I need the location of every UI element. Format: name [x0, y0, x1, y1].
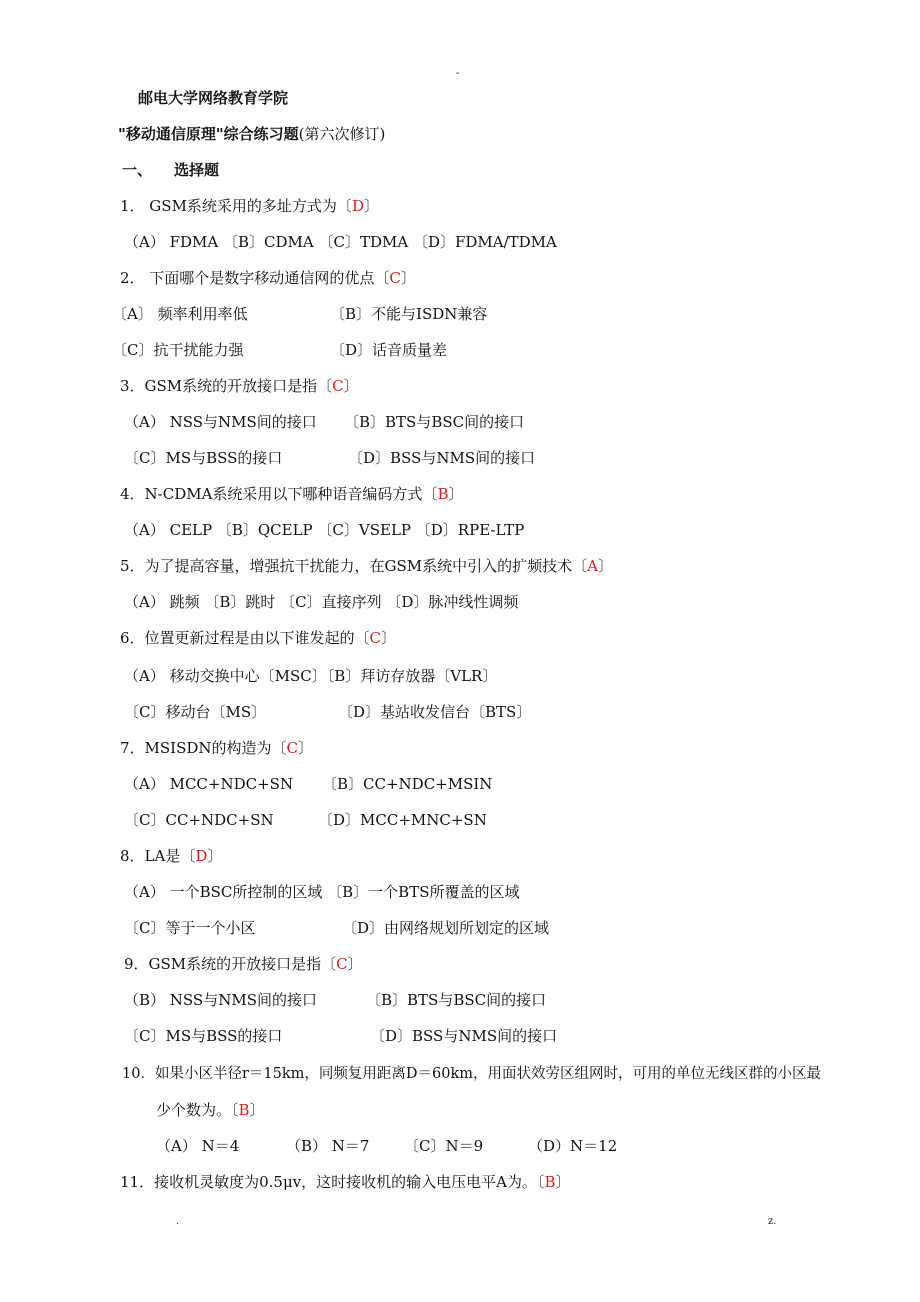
question-5	[120, 556, 613, 576]
question-8	[120, 846, 222, 866]
option-d: 〔D〕MCC+MNC+SN	[318, 811, 487, 829]
option-a: 〔A〕 频率利用率低	[112, 305, 248, 323]
question-stem: 8．LA是〔	[120, 847, 196, 865]
question-stem-end: 〕	[249, 1101, 265, 1119]
question-stem: 6．位置更新过程是由以下谁发起的〔	[120, 629, 370, 647]
question-stem-end: 〕	[598, 557, 614, 575]
option-b: 〔B〕BTS与BSC间的接口	[344, 413, 525, 431]
footer-left-mark: .	[176, 1216, 180, 1227]
option-b: 〔B〕不能与ISDN兼容	[330, 305, 488, 323]
answer: C	[286, 739, 299, 757]
question-stem-end: 〕	[343, 377, 359, 395]
section-heading	[122, 160, 219, 180]
option-d: （D）N＝12	[528, 1137, 618, 1155]
question-stem: 7．MSISDN的构造为〔	[120, 739, 287, 757]
question-11	[120, 1172, 571, 1192]
option-a: （A） MCC+NDC+SN	[124, 775, 294, 793]
question-stem-end: 〕	[298, 739, 314, 757]
answer: C	[332, 377, 344, 395]
option-c: 〔C〕等于一个小区	[124, 919, 256, 937]
answer: A	[587, 557, 599, 575]
option-row: （A） 移动交换中心〔MSC〕〔B〕拜访存放器〔VLR〕	[124, 667, 498, 685]
exercise-title	[118, 124, 385, 144]
option-d: 〔D〕BSS与NMS间的接口	[348, 449, 536, 467]
question-10-continued	[156, 1100, 265, 1120]
option-c: 〔C〕CC+NDC+SN	[124, 811, 274, 829]
school-name: 邮电大学网络教育学院	[138, 89, 289, 107]
option-c: 〔C〕抗干扰能力强	[112, 341, 244, 359]
question-stem: 5．为了提高容量，增强抗干扰能力，在GSM系统中引入的扩频技术〔	[120, 557, 588, 575]
question-1	[120, 196, 379, 216]
option-b: 〔B〕CC+NDC+MSIN	[322, 775, 493, 793]
answer: B	[238, 1101, 250, 1119]
option-row: （A） CELP 〔B〕QCELP 〔C〕VSELP 〔D〕RPE-LTP	[124, 521, 525, 539]
question-stem-end: 〕	[381, 629, 397, 647]
question-7	[120, 738, 313, 758]
question-10: 10．如果小区半径r＝15km，同频复用距离D＝60km，用面状效劳区组网时，可用的单位无线区群的小区最	[122, 1066, 821, 1082]
option-d: 〔D〕由网络规划所划定的区域	[342, 919, 550, 937]
option-a: （A） NSS与NMS间的接口	[124, 413, 317, 431]
option-d: 〔D〕话音质量差	[330, 341, 448, 359]
answer: D	[195, 847, 208, 865]
question-stem: 2． 下面哪个是数字移动通信网的优点〔	[120, 269, 390, 287]
answer: C	[369, 629, 382, 647]
option-b: （B） N＝7	[286, 1137, 370, 1155]
question-stem-end: 〕	[363, 197, 379, 215]
answer: B	[544, 1173, 556, 1191]
option-a: （A） N＝4	[156, 1137, 240, 1155]
header-mark: -	[456, 68, 460, 79]
title-bold: "移动通信原理"综合练习题	[118, 125, 299, 143]
question-stem: 3．GSM系统的开放接口是指〔	[120, 377, 333, 395]
question-6	[120, 628, 396, 648]
question-stem: 1． GSM系统采用的多址方式为〔	[120, 197, 352, 215]
question-9	[124, 954, 363, 974]
option-d: 〔D〕基站收发信台〔BTS〕	[338, 703, 532, 721]
option-c: 〔C〕N＝9	[404, 1137, 484, 1155]
section-name: 选择题	[174, 161, 220, 179]
option-row: （A） FDMA 〔B〕CDMA 〔C〕TDMA 〔D〕FDMA/TDMA	[124, 233, 557, 251]
question-stem-end: 〕	[347, 955, 363, 973]
option-c: 〔C〕移动台〔MS〕	[124, 703, 267, 721]
question-stem: 少个数为。〔	[156, 1101, 239, 1119]
question-stem-end: 〕	[400, 269, 416, 287]
question-4	[120, 484, 463, 504]
question-stem: 11．接收机灵敏度为0.5μv，这时接收机的输入电压电平A为。〔	[120, 1173, 545, 1191]
answer: C	[389, 269, 401, 287]
option-c: 〔C〕MS与BSS的接口	[124, 449, 283, 467]
question-3	[120, 376, 359, 396]
question-stem-end: 〕	[555, 1173, 571, 1191]
question-stem-end: 〕	[448, 485, 464, 503]
option-b: 〔B〕BTS与BSC间的接口	[366, 991, 547, 1009]
footer-right-mark: z.	[768, 1216, 777, 1227]
answer: D	[351, 197, 364, 215]
title-rest: (第六次修订)	[298, 125, 386, 143]
answer: C	[336, 955, 348, 973]
question-stem-end: 〕	[207, 847, 223, 865]
option-row: （A） 一个BSC所控制的区域 〔B〕一个BTS所覆盖的区域	[124, 883, 520, 901]
option-a: （B） NSS与NMS间的接口	[124, 991, 317, 1009]
option-d: 〔D〕BSS与NMS间的接口	[370, 1027, 558, 1045]
option-c: 〔C〕MS与BSS的接口	[124, 1027, 283, 1045]
answer: B	[437, 485, 449, 503]
option-row: （A） 跳频 〔B〕跳时 〔C〕直接序列 〔D〕脉冲线性调频	[124, 593, 519, 611]
question-stem: 4．N-CDMA系统采用以下哪种语音编码方式〔	[120, 485, 438, 503]
question-stem: 9．GSM系统的开放接口是指〔	[124, 955, 337, 973]
section-number: 一、	[122, 161, 153, 179]
question-2	[120, 268, 416, 288]
